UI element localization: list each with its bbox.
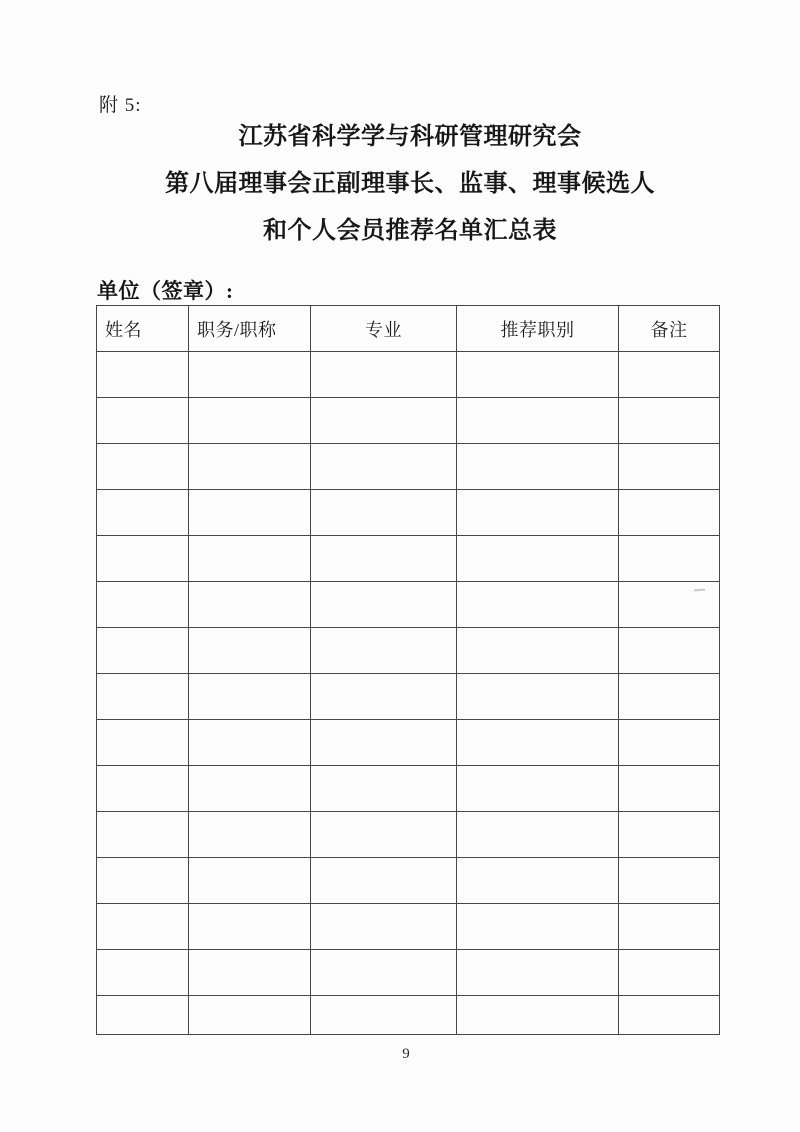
table-row <box>97 996 720 1035</box>
table-cell <box>619 858 720 904</box>
table-cell <box>457 536 619 582</box>
table-cell <box>189 352 311 398</box>
table-cell <box>97 766 189 812</box>
table-cell <box>189 996 311 1035</box>
table-cell <box>311 996 457 1035</box>
table-cell <box>189 398 311 444</box>
recommendation-summary-table <box>96 305 720 1035</box>
table-cell <box>311 582 457 628</box>
table-cell <box>619 720 720 766</box>
table-cell <box>97 674 189 720</box>
table-row <box>97 352 720 398</box>
column-header-name: 姓名 <box>97 306 189 352</box>
table-cell <box>311 904 457 950</box>
table-cell <box>457 858 619 904</box>
table-row <box>97 674 720 720</box>
table-cell <box>189 674 311 720</box>
table-cell <box>189 904 311 950</box>
table-row <box>97 536 720 582</box>
table-cell <box>189 950 311 996</box>
table-row <box>97 398 720 444</box>
table-cell <box>619 766 720 812</box>
column-header-remarks: 备注 <box>619 306 720 352</box>
document-title-line-3: 和个人会员推荐名单汇总表 <box>263 218 557 244</box>
table-cell <box>97 444 189 490</box>
table-cell <box>457 766 619 812</box>
table-cell <box>97 720 189 766</box>
table-cell <box>97 490 189 536</box>
table-cell <box>619 674 720 720</box>
table-row <box>97 904 720 950</box>
table-row <box>97 720 720 766</box>
table-cell <box>619 950 720 996</box>
table-cell <box>619 444 720 490</box>
table-cell <box>189 766 311 812</box>
table-cell <box>97 536 189 582</box>
table-cell <box>311 352 457 398</box>
table-cell <box>97 812 189 858</box>
column-header-recommended-level: 推荐职别 <box>457 306 619 352</box>
table-cell <box>311 444 457 490</box>
table-cell <box>457 444 619 490</box>
table-cell <box>619 536 720 582</box>
table-cell <box>97 352 189 398</box>
column-header-major: 专业 <box>311 306 457 352</box>
table-cell <box>457 628 619 674</box>
table-cell <box>457 352 619 398</box>
table-cell <box>457 950 619 996</box>
table-cell <box>311 858 457 904</box>
table-cell <box>619 812 720 858</box>
table-cell <box>457 582 619 628</box>
table-cell <box>189 812 311 858</box>
table-cell <box>619 352 720 398</box>
table-cell <box>189 720 311 766</box>
table-cell <box>457 674 619 720</box>
table-cell <box>311 720 457 766</box>
column-header-position-title: 职务/职称 <box>189 306 311 352</box>
table-cell <box>619 904 720 950</box>
table-header-row <box>97 306 720 352</box>
table-cell <box>311 398 457 444</box>
table-cell <box>619 996 720 1035</box>
table-cell <box>457 720 619 766</box>
table-row <box>97 444 720 490</box>
table-cell <box>311 536 457 582</box>
table-row <box>97 490 720 536</box>
attachment-label: 附 5: <box>99 95 142 116</box>
table-row <box>97 628 720 674</box>
table-cell <box>457 904 619 950</box>
table-cell <box>97 904 189 950</box>
unit-seal-label: 单位（签章）: <box>97 279 234 303</box>
table-cell <box>189 582 311 628</box>
table-row <box>97 812 720 858</box>
table-cell <box>311 628 457 674</box>
table-row <box>97 766 720 812</box>
table-cell <box>311 766 457 812</box>
table-cell <box>457 812 619 858</box>
table-row <box>97 950 720 996</box>
table-cell <box>97 582 189 628</box>
table-cell <box>97 628 189 674</box>
table-cell <box>311 812 457 858</box>
table-cell <box>97 398 189 444</box>
table-cell <box>189 490 311 536</box>
page-number: 9 <box>402 1046 410 1062</box>
table-cell <box>311 950 457 996</box>
table-cell <box>311 674 457 720</box>
table-cell <box>189 444 311 490</box>
table-cell <box>619 628 720 674</box>
table-body <box>97 352 720 1035</box>
table-cell <box>97 996 189 1035</box>
table-row <box>97 858 720 904</box>
table-cell <box>457 996 619 1035</box>
table-cell <box>189 628 311 674</box>
document-title-line-2: 第八届理事会正副理事长、监事、理事候选人 <box>165 171 655 197</box>
table-row <box>97 582 720 628</box>
table-cell <box>457 398 619 444</box>
table-cell <box>457 490 619 536</box>
table-cell <box>619 398 720 444</box>
document-title-line-1: 江苏省科学学与科研管理研究会 <box>238 124 582 150</box>
table-cell <box>311 490 457 536</box>
table-cell <box>189 858 311 904</box>
table-cell <box>97 950 189 996</box>
table-cell <box>97 858 189 904</box>
table-cell <box>619 490 720 536</box>
table-cell <box>189 536 311 582</box>
